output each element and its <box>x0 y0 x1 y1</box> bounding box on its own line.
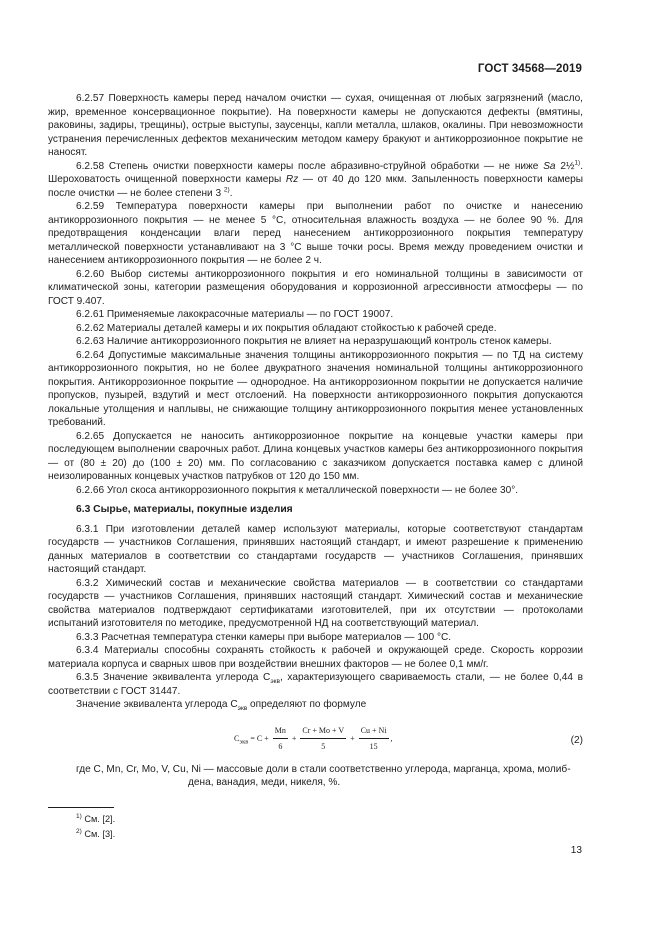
document-header: ГОСТ 34568—2019 <box>477 63 582 75</box>
document-body <box>48 92 583 790</box>
page-number: 13 <box>570 845 582 856</box>
paragraph-6-2-59: 6.2.59 Температура поверхности камеры при выполнении работ по очистке и нанесению антикоррозионного покрытия — не менее 5 °С, относительная влажность воздуха — не более 90 %. Для предотвращения конденсации влаги перед нанесением антикоррозионного покрытия температуру металлической поверхности устанавливают на 3 °С выше точки росы. Время между проведением очистки и нанесением антикоррозионного покрытия — не более 2 ч. <box>48 201 583 266</box>
paragraph-6-2-57: 6.2.57 Поверхность камеры перед началом очистки — сухая, очищенная от любых загрязнений (масло, жир, временное консервационное покрытие). На поверхности камеры не допускаются дефекты (вмятины, раковины, задиры, трещины), острые выступы, заусенцы, капли металла, шлаков, окалины. При невозможности устранения перечисленных дефектов механическим методом камеру бракуют и антикоррозионное покрытие не наносят. <box>48 93 583 158</box>
formula-lhs: $С_{экв}$ <box>234 733 249 746</box>
paragraph-6-2-61: 6.2.61 Применяемые лакокрасочные материалы — по ГОСТ 19007. <box>76 309 394 320</box>
footnote-1: $^{1)}$ См. [2]. <box>76 812 116 824</box>
paragraph-6-2-66: 6.2.66 Угол скоса антикоррозионного покрытия к металлической поверхности — не более 30°. <box>76 484 519 496</box>
formula-block <box>48 720 583 760</box>
fraction-cr-mo-v: $\frac{Cr + Mo + V}{5}$ <box>302 725 345 751</box>
footnote-2: $^{2)}$ См. [3]. <box>76 827 116 839</box>
footnote-ref-2: 2) <box>223 186 230 194</box>
fraction-mn: $\frac{Mn}{6}$ <box>274 725 286 751</box>
paragraph-6-2-60: 6.2.60 Выбор системы антикоррозионного покрытия и его номинальной толщины в зависимости от климатической зоны, категории размещения оборудования и коррозионной агрессивности атмосферы — по ГОСТ 9.407. <box>48 268 583 307</box>
paragraph-6-2-65: 6.2.65 Допускается не наносить антикоррозионное покрытие на концевые участки камеры при последующем выполнении сварочных работ. Длина концевых участков камеры без антикоррозионного покрытия — от (80 ± 20) до (100 ± 20) мм. По согласованию с заказчиком допускается поставка камер с длиной неизолированных концевых участков патрубков от 120 до 150 мм. <box>48 430 583 482</box>
paragraph-6-3-5: 6.3.5 Значение эквивалента углерода $С_{экв}$, характеризующего свариваемость стали, — не более 0,44 в соответствии с ГОСТ 31447. <box>48 672 583 697</box>
paragraph-6-2-62: 6.2.62 Материалы деталей камеры и их покрытия обладают стойкостью к рабочей среде. <box>76 322 497 334</box>
paragraph-6-3-4: 6.3.4 Материалы способны сохранять стойкость к рабочей и окружающей среде. Скорость коррозии материала корпуса и сварных швов при воздействии внешних факторов — не более 0,1 мм/г. <box>48 645 583 670</box>
equation-number: (2) <box>570 734 583 746</box>
footnote-ref-1: 1) <box>574 159 581 167</box>
paragraph-6-3-1: 6.3.1 При изготовлении деталей камер используют материалы, которые соответствуют стандартам государств — участников Соглашения, принявших настоящий стандарт, и имеют разрешение к применению данных материалов в соответствии со стандартами государств — участников Соглашения, принявших настоящий стандарт. <box>48 523 583 575</box>
paragraph-6-2-58: 6.2.58 Степень очистки поверхности камеры после абразивно-струйной обработки — не ниже Sa 2½$^{1)}$. Шероховатость очищенной поверхности камеры Rz — от 40 до 120 мкм. Запыленность поверхности камеры после очистки — не более степени 3 $^{2)}$. <box>48 159 583 199</box>
paragraph-6-2-64: 6.2.64 Допустимые максимальные значения толщины антикоррозионного покрытия — по ТД на систему антикоррозионного покрытия, но не более двукратного значения номинальной толщины антикоррозионного покрытия. Антикоррозионное покрытие — однородное. На антикоррозионном покрытии не допускается наличие пропусков, пузырей, вздутий и мест отслоений. На поверхности антикоррозионного покрытия допускаются локальные утолщения и наплывы, не снижающие толщину антикоррозионного покрытия менее установленных требований. <box>48 349 583 428</box>
paragraph-6-2-63: 6.2.63 Наличие антикоррозионного покрытия не влияет на неразрушающий контроль стенок камеры. <box>76 336 552 347</box>
fraction-cu-ni: $\frac{Cu + Ni}{15}$ <box>360 725 387 751</box>
formula-intro: Значение эквивалента углерода $С_{экв}$ определяют по формуле <box>76 699 367 713</box>
carbon-equivalent-formula: $С_{экв}$ = С + $\frac{Mn}{6}$ + $\frac{Cr + Mo + V}{5}$ + $\frac{Cu + Ni}{15}$ , <box>234 724 393 754</box>
paragraph-6-3-2: 6.3.2 Химический состав и механические свойства материалов — в соответствии со стандартами государств — участников Соглашения, принявших настоящий стандарт. Химический состав и механические свойства материалов подтверждают сертификатами изготовителей, при их отсутствии — протоколами испытаний изготовителя по методике, предусмотренной НД на соответствующий материал. <box>48 577 583 629</box>
footnote-separator <box>48 807 114 808</box>
footnotes <box>76 812 115 842</box>
formula-explanation: где С, Mn, Cr, Mo, V, Cu, Ni — массовые доли в стали соответственно углерода, марганца, хрома, молиб- дена, ванадия, меди, никеля, %. <box>76 763 571 788</box>
paragraph-6-3-3: 6.3.3 Расчетная температура стенки камеры при выборе материалов — 100 °С. <box>76 631 452 643</box>
section-heading-6-3: 6.3 Сырье, материалы, покупные изделия <box>76 504 293 515</box>
